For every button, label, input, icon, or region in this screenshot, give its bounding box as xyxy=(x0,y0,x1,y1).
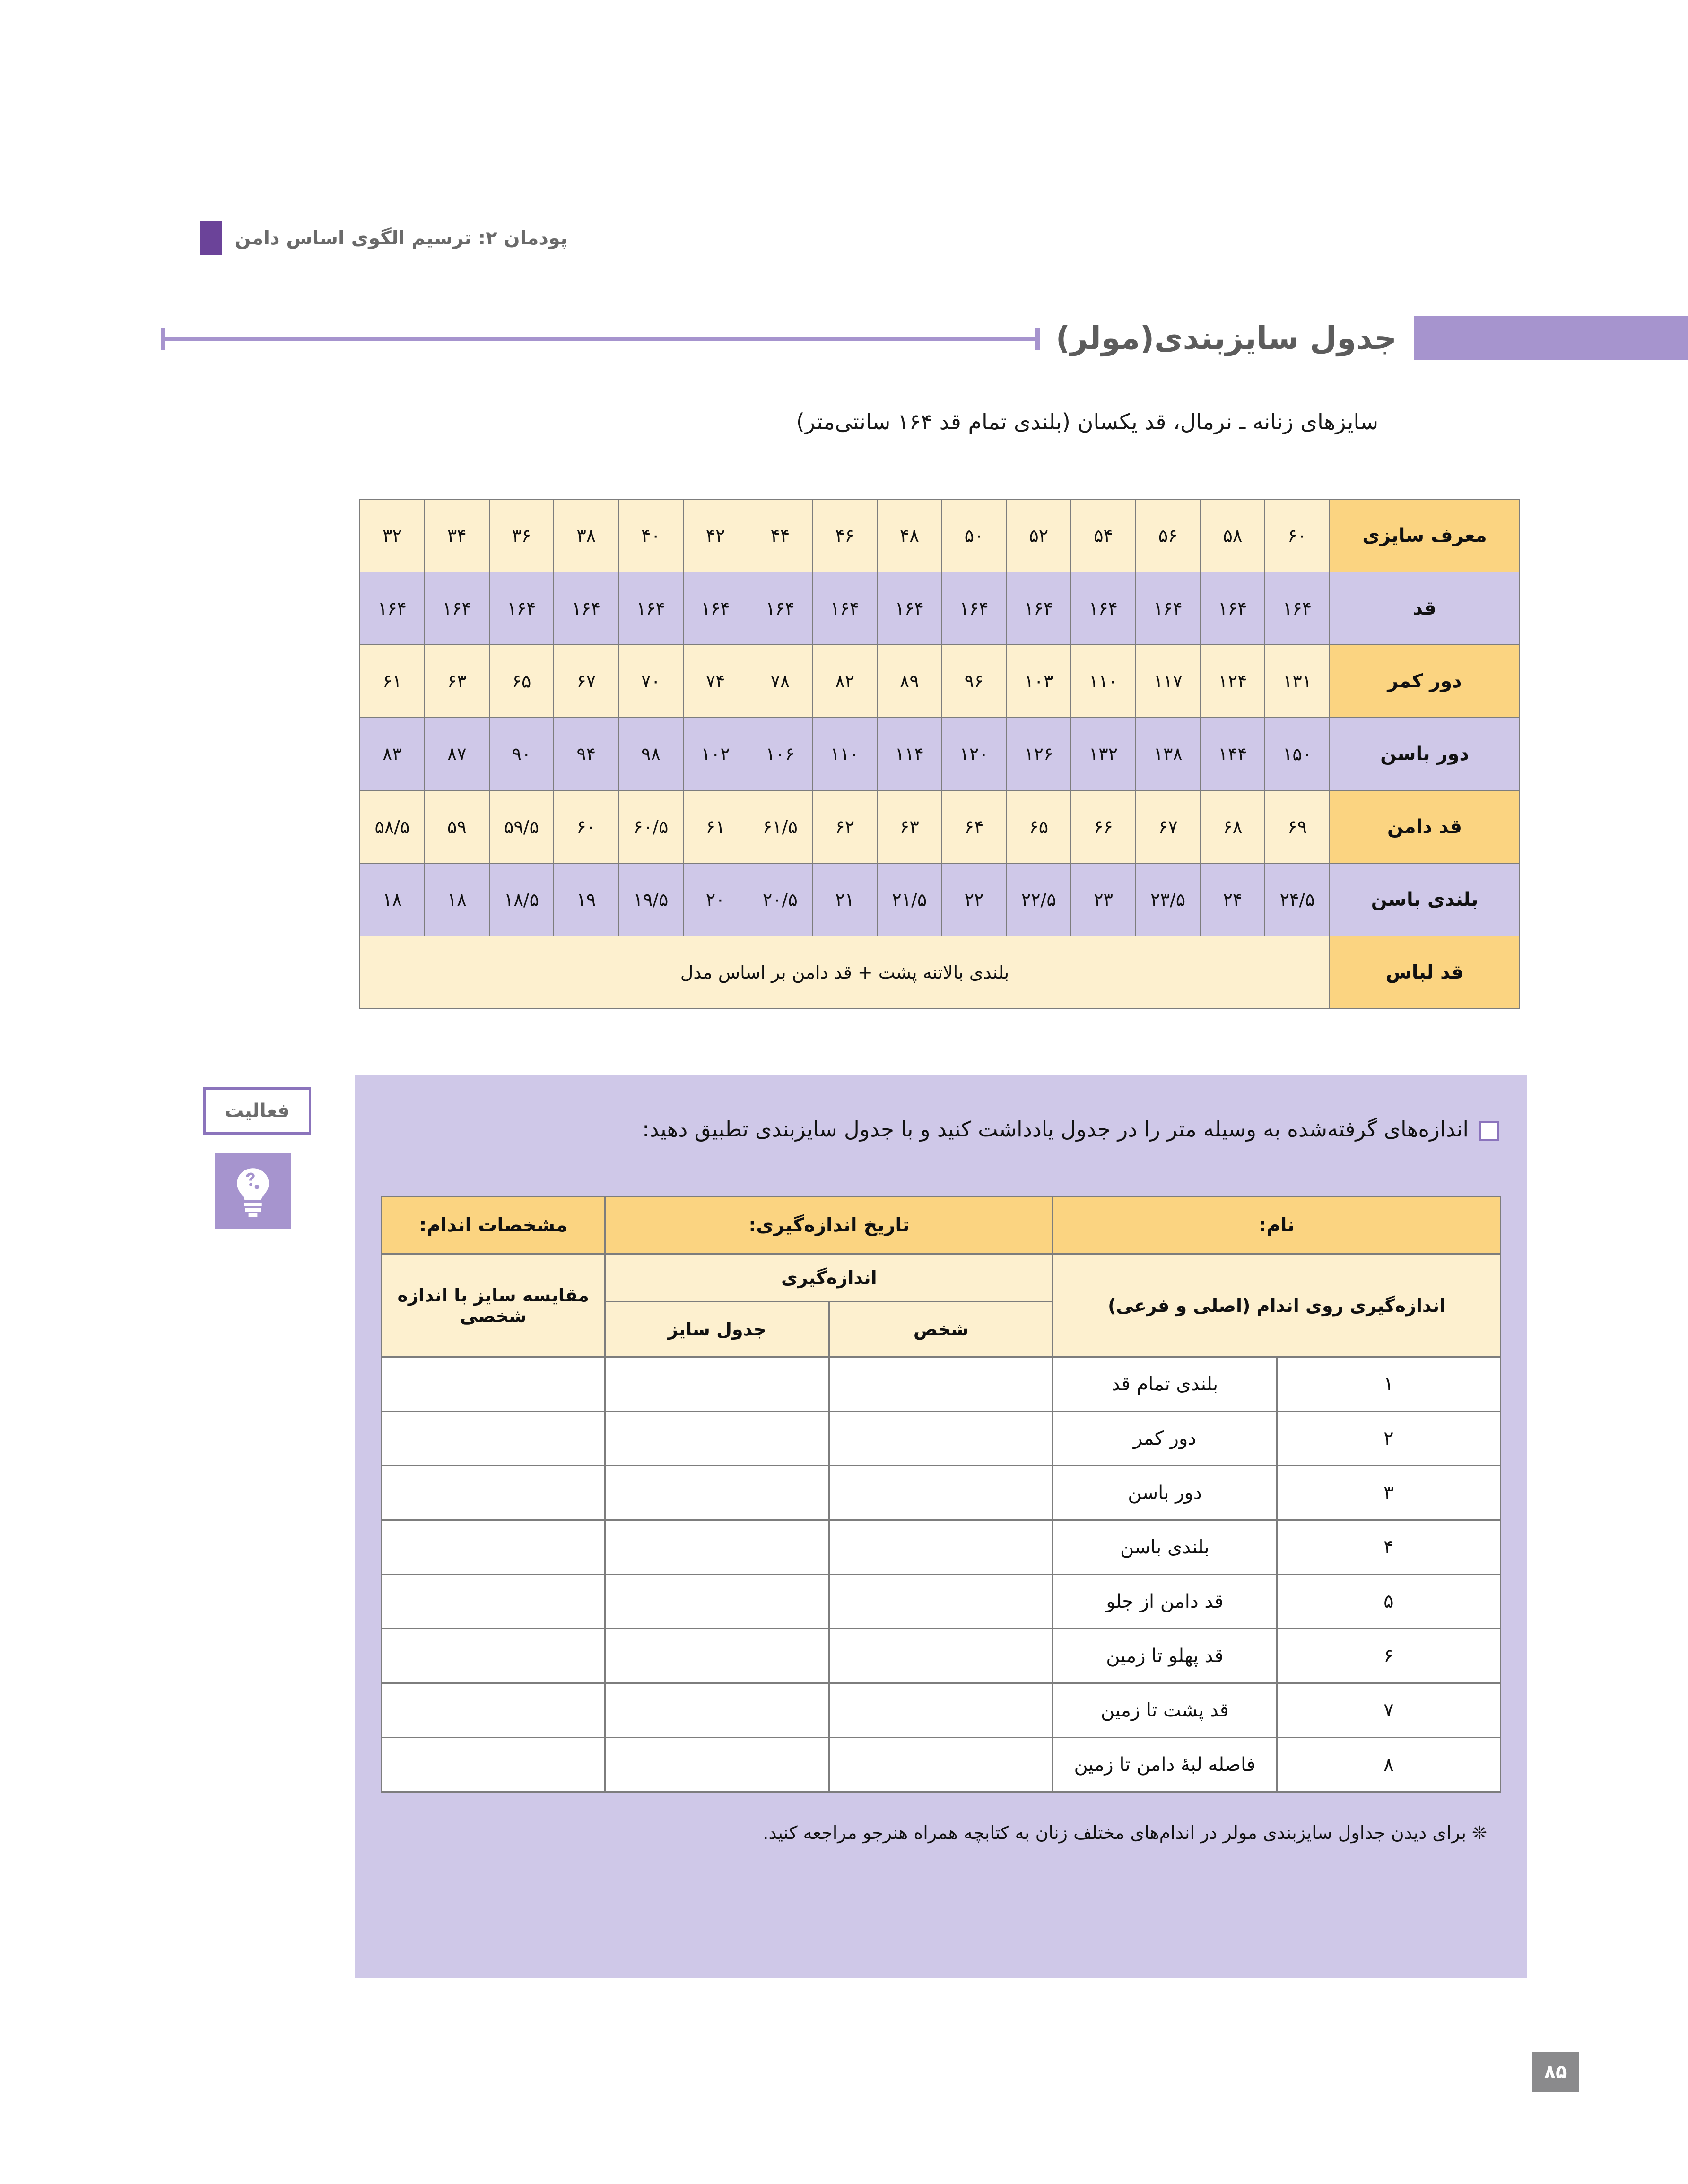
worksheet-row-number: ۲ xyxy=(1277,1412,1500,1466)
size-cell: ۶۰ xyxy=(554,790,618,863)
page-number-badge xyxy=(1532,2052,1579,2092)
size-row-label: دور کمر xyxy=(1330,645,1520,718)
size-cell: ۶۱/۵ xyxy=(748,790,813,863)
activity-badge-label: فعالیت xyxy=(225,1100,290,1122)
size-chart-input[interactable] xyxy=(605,1520,829,1575)
size-cell: ۶۳ xyxy=(425,645,489,718)
size-chart-input[interactable] xyxy=(605,1357,829,1412)
size-cell: ۵۸ xyxy=(1201,499,1265,572)
size-chart-input[interactable] xyxy=(605,1466,829,1520)
worksheet-row xyxy=(382,1575,1501,1629)
title-color-block xyxy=(1414,316,1688,360)
size-cell: ۶۹ xyxy=(1265,790,1330,863)
size-cell: ۶۲ xyxy=(812,790,877,863)
size-cell: ۹۴ xyxy=(554,718,618,790)
subheader-person: شخص xyxy=(829,1302,1053,1357)
size-row-note: بلندی بالاتنه پشت + قد دامن بر اساس مدل xyxy=(360,936,1330,1009)
size-cell: ۱۱۰ xyxy=(812,718,877,790)
size-cell: ۷۸ xyxy=(748,645,813,718)
header-name: نام: xyxy=(1053,1197,1501,1254)
subheader-measuring: اندازه‌گیری xyxy=(605,1254,1053,1302)
worksheet-row-label: فاصله لبۀ دامن تا زمین xyxy=(1053,1738,1277,1792)
size-chart-input[interactable] xyxy=(605,1683,829,1738)
person-input[interactable] xyxy=(829,1466,1053,1520)
size-cell: ۱۳۲ xyxy=(1071,718,1136,790)
size-cell: ۱۶۴ xyxy=(1201,572,1265,645)
person-input[interactable] xyxy=(829,1738,1053,1792)
size-cell: ۵۶ xyxy=(1136,499,1201,572)
title-rule xyxy=(161,324,1040,352)
size-cell: ۲۰ xyxy=(683,863,748,936)
size-row-label: معرف سایزی xyxy=(1330,499,1520,572)
size-cell: ۶۷ xyxy=(1136,790,1201,863)
size-table-row xyxy=(360,645,1520,718)
size-cell: ۲۳ xyxy=(1071,863,1136,936)
size-cell: ۵۹/۵ xyxy=(489,790,554,863)
size-cell: ۸۷ xyxy=(425,718,489,790)
size-cell: ۴۲ xyxy=(683,499,748,572)
size-cell: ۴۴ xyxy=(748,499,813,572)
page-number: ۸۵ xyxy=(1544,2061,1567,2083)
size-cell: ۶۰ xyxy=(1265,499,1330,572)
worksheet-row-label: دور باسن xyxy=(1053,1466,1277,1520)
running-head xyxy=(200,221,567,255)
comparison-input[interactable] xyxy=(382,1575,605,1629)
size-cell: ۲۴/۵ xyxy=(1265,863,1330,936)
size-cell: ۱۰۲ xyxy=(683,718,748,790)
size-cell: ۲۲/۵ xyxy=(1006,863,1071,936)
size-cell: ۱۶۴ xyxy=(1006,572,1071,645)
worksheet-row-label: بلندی تمام قد xyxy=(1053,1357,1277,1412)
size-cell: ۶۴ xyxy=(942,790,1007,863)
comparison-input[interactable] xyxy=(382,1629,605,1683)
worksheet-row-number: ۳ xyxy=(1277,1466,1500,1520)
worksheet-row-number: ۴ xyxy=(1277,1520,1500,1575)
size-cell: ۹۸ xyxy=(618,718,683,790)
size-cell: ۱۲۰ xyxy=(942,718,1007,790)
size-chart-input[interactable] xyxy=(605,1629,829,1683)
size-row-label: قد دامن xyxy=(1330,790,1520,863)
size-cell: ۱۹ xyxy=(554,863,618,936)
size-cell: ۴۰ xyxy=(618,499,683,572)
size-cell: ۲۱/۵ xyxy=(877,863,942,936)
size-cell: ۶۷ xyxy=(554,645,618,718)
activity-checkbox[interactable] xyxy=(1479,1121,1499,1141)
size-table-row xyxy=(360,718,1520,790)
size-cell: ۶۶ xyxy=(1071,790,1136,863)
size-cell: ۵۸/۵ xyxy=(360,790,425,863)
size-chart-input[interactable] xyxy=(605,1412,829,1466)
size-cell: ۶۵ xyxy=(1006,790,1071,863)
size-table-final-row xyxy=(360,936,1520,1009)
worksheet-row-number: ۶ xyxy=(1277,1629,1500,1683)
measurement-worksheet-table xyxy=(381,1196,1501,1793)
size-cell: ۱۱۰ xyxy=(1071,645,1136,718)
running-head-marker xyxy=(200,221,222,255)
size-cell: ۱۶۴ xyxy=(1265,572,1330,645)
size-cell: ۱۶۴ xyxy=(812,572,877,645)
size-cell: ۱۴۴ xyxy=(1201,718,1265,790)
worksheet-row-number: ۵ xyxy=(1277,1575,1500,1629)
comparison-input[interactable] xyxy=(382,1683,605,1738)
size-cell: ۲۲ xyxy=(942,863,1007,936)
section-title-bar xyxy=(161,312,1688,364)
size-cell: ۶۱ xyxy=(683,790,748,863)
comparison-input[interactable] xyxy=(382,1466,605,1520)
size-cell: ۱۶۴ xyxy=(618,572,683,645)
worksheet-row-label: بلندی باسن xyxy=(1053,1520,1277,1575)
size-cell: ۳۶ xyxy=(489,499,554,572)
worksheet-row-label: قد پشت تا زمین xyxy=(1053,1683,1277,1738)
size-cell: ۲۱ xyxy=(812,863,877,936)
size-chart-input[interactable] xyxy=(605,1738,829,1792)
page-subtitle: سایزهای زنانه ـ نرمال، قد یکسان (بلندی تمام قد ۱۶۴ سانتی‌متر) xyxy=(796,409,1378,434)
worksheet-row xyxy=(382,1520,1501,1575)
size-cell: ۵۹ xyxy=(425,790,489,863)
size-cell: ۶۱ xyxy=(360,645,425,718)
sizing-table xyxy=(359,499,1520,1009)
size-cell: ۲۰/۵ xyxy=(748,863,813,936)
size-cell: ۳۲ xyxy=(360,499,425,572)
size-cell: ۱۶۴ xyxy=(554,572,618,645)
size-cell: ۱۹/۵ xyxy=(618,863,683,936)
size-cell: ۷۰ xyxy=(618,645,683,718)
page-title: جدول سایزبندی(مولر) xyxy=(1055,320,1397,356)
worksheet-row-label: قد پهلو تا زمین xyxy=(1053,1629,1277,1683)
worksheet-row-number: ۷ xyxy=(1277,1683,1500,1738)
size-cell: ۱۳۱ xyxy=(1265,645,1330,718)
size-cell: ۱۶۴ xyxy=(1136,572,1201,645)
size-row-label: قد xyxy=(1330,572,1520,645)
person-input[interactable] xyxy=(829,1629,1053,1683)
subheader-compare: مقایسه سایز با اندازه شخصی xyxy=(382,1254,605,1357)
size-row-label: بلندی باسن xyxy=(1330,863,1520,936)
worksheet-row xyxy=(382,1738,1501,1792)
size-cell: ۱۶۴ xyxy=(425,572,489,645)
comparison-input[interactable] xyxy=(382,1412,605,1466)
comparison-input[interactable] xyxy=(382,1357,605,1412)
size-cell: ۱۶۴ xyxy=(942,572,1007,645)
subheader-measure-on-body: اندازه‌گیری روی اندام (اصلی و فرعی) xyxy=(1053,1254,1501,1357)
size-cell: ۲۳/۵ xyxy=(1136,863,1201,936)
activity-footnote: ❊ برای دیدن جداول سایزبندی مولر در اندام‌های مختلف زنان به کتابچه همراه هنرجو مراجعه کنید. xyxy=(763,1822,1487,1843)
size-cell: ۱۱۴ xyxy=(877,718,942,790)
size-cell: ۳۸ xyxy=(554,499,618,572)
worksheet-row xyxy=(382,1412,1501,1466)
size-cell: ۹۰ xyxy=(489,718,554,790)
size-cell: ۴۶ xyxy=(812,499,877,572)
activity-badge xyxy=(203,1087,311,1135)
worksheet-row-number: ۱ xyxy=(1277,1357,1500,1412)
size-cell: ۷۴ xyxy=(683,645,748,718)
size-table-row xyxy=(360,572,1520,645)
worksheet-row-number: ۸ xyxy=(1277,1738,1500,1792)
worksheet-row-label: دور کمر xyxy=(1053,1412,1277,1466)
size-cell: ۶۳ xyxy=(877,790,942,863)
size-table-row xyxy=(360,863,1520,936)
comparison-input[interactable] xyxy=(382,1520,605,1575)
person-input[interactable] xyxy=(829,1412,1053,1466)
size-chart-input[interactable] xyxy=(605,1575,829,1629)
worksheet-subheader-row-1 xyxy=(382,1254,1501,1302)
header-date: تاریخ اندازه‌گیری: xyxy=(605,1197,1053,1254)
size-cell: ۸۲ xyxy=(812,645,877,718)
worksheet-header-row xyxy=(382,1197,1501,1254)
size-row-label: قد لباس xyxy=(1330,936,1520,1009)
worksheet-row xyxy=(382,1683,1501,1738)
worksheet-row xyxy=(382,1466,1501,1520)
size-cell: ۱۶۴ xyxy=(360,572,425,645)
size-cell: ۵۰ xyxy=(942,499,1007,572)
size-cell: ۵۲ xyxy=(1006,499,1071,572)
size-cell: ۱۶۴ xyxy=(877,572,942,645)
size-cell: ۱۲۶ xyxy=(1006,718,1071,790)
size-cell: ۸۳ xyxy=(360,718,425,790)
size-cell: ۱۶۴ xyxy=(748,572,813,645)
size-cell: ۱۲۴ xyxy=(1201,645,1265,718)
size-cell: ۱۱۷ xyxy=(1136,645,1201,718)
worksheet-row xyxy=(382,1357,1501,1412)
header-body-spec: مشخصات اندام: xyxy=(382,1197,605,1254)
size-cell: ۶۵ xyxy=(489,645,554,718)
size-cell: ۲۴ xyxy=(1201,863,1265,936)
size-cell: ۱۶۴ xyxy=(683,572,748,645)
size-cell: ۱۳۸ xyxy=(1136,718,1201,790)
size-cell: ۴۸ xyxy=(877,499,942,572)
running-head-text: پودمان ۲: ترسیم الگوی اساس دامن xyxy=(235,227,567,249)
size-cell: ۳۴ xyxy=(425,499,489,572)
size-cell: ۱۸ xyxy=(425,863,489,936)
activity-instruction-text: اندازه‌های گرفته‌شده به وسیله متر را در جدول یادداشت کنید و با جدول سایزبندی تطبیق دهید: xyxy=(642,1117,1469,1142)
person-input[interactable] xyxy=(829,1357,1053,1412)
worksheet-row-label: قد دامن از جلو xyxy=(1053,1575,1277,1629)
person-input[interactable] xyxy=(829,1683,1053,1738)
worksheet-row xyxy=(382,1629,1501,1683)
size-row-label: دور باسن xyxy=(1330,718,1520,790)
size-cell: ۱۰۶ xyxy=(748,718,813,790)
size-cell: ۸۹ xyxy=(877,645,942,718)
size-cell: ۹۶ xyxy=(942,645,1007,718)
size-cell: ۱۶۴ xyxy=(489,572,554,645)
person-input[interactable] xyxy=(829,1520,1053,1575)
size-cell: ۶۸ xyxy=(1201,790,1265,863)
size-cell: ۱۸/۵ xyxy=(489,863,554,936)
size-cell: ۵۴ xyxy=(1071,499,1136,572)
person-input[interactable] xyxy=(829,1575,1053,1629)
lightbulb-puzzle-icon xyxy=(215,1153,291,1229)
size-cell: ۱۸ xyxy=(360,863,425,936)
size-table-row xyxy=(360,790,1520,863)
subheader-size-chart: جدول سایز xyxy=(605,1302,829,1357)
size-cell: ۶۰/۵ xyxy=(618,790,683,863)
activity-instruction xyxy=(397,1113,1499,1145)
size-cell: ۱۶۴ xyxy=(1071,572,1136,645)
size-table-row xyxy=(360,499,1520,572)
size-cell: ۱۵۰ xyxy=(1265,718,1330,790)
size-cell: ۱۰۳ xyxy=(1006,645,1071,718)
comparison-input[interactable] xyxy=(382,1738,605,1792)
